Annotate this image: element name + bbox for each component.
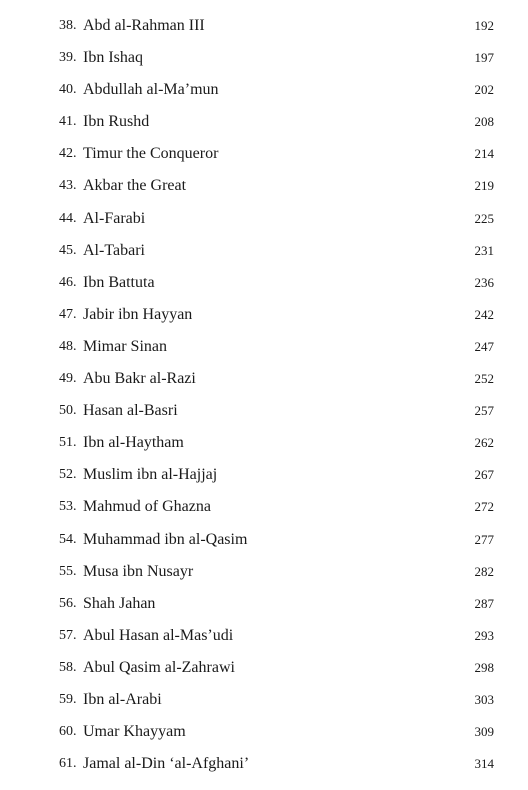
entry-title: Hasan al-Basri [83,402,178,420]
entry-page-number: 287 [474,595,494,611]
toc-entry [0,267,528,299]
toc-entry [0,652,528,684]
entry-title: Abul Hasan al-Mas’udi [83,626,234,644]
entry-number: 55. [59,563,77,579]
entry-title: Jamal al-Din ‘al-Afghani’ [83,755,250,773]
toc-entry [0,203,528,235]
entry-page-number: 303 [474,691,494,707]
entry-title: Jabir ibn Hayyan [83,305,193,323]
entry-page-number: 293 [474,627,494,643]
toc-entry [0,684,528,716]
toc-entry [0,588,528,620]
entry-number: 45. [59,242,77,258]
entry-page-number: 267 [474,467,494,483]
entry-page-number: 298 [474,659,494,675]
entry-title: Abd al-Rahman III [83,17,205,34]
entry-number: 41. [59,114,77,130]
toc-entry [0,459,528,491]
entry-page-number: 231 [474,242,494,258]
entry-number: 60. [59,724,77,740]
entry-number: 46. [59,274,77,290]
toc-entry [0,363,528,395]
toc-entry [0,42,528,74]
entry-number: 51. [59,435,77,451]
entry-page-number: 257 [474,403,494,419]
entry-title: Al-Farabi [83,209,146,227]
entry-number: 38. [59,18,77,33]
entry-page-number: 314 [474,756,494,772]
entry-title: Abu Bakr al-Razi [83,370,196,388]
entry-number: 57. [59,627,77,643]
entry-number: 43. [59,178,77,194]
entry-title: Umar Khayyam [83,723,186,741]
table-of-contents [0,10,528,780]
toc-entry [0,427,528,459]
entry-title: Shah Jahan [83,594,156,612]
entry-page-number: 282 [474,563,494,579]
entry-page-number: 277 [474,531,494,547]
entry-page-number: 214 [474,146,494,162]
toc-entry [0,331,528,363]
toc-entry [0,235,528,267]
entry-number: 49. [59,371,77,387]
toc-entry [0,106,528,138]
toc-entry [0,138,528,170]
entry-page-number: 242 [474,306,494,322]
entry-page-number: 202 [474,82,494,98]
entry-number: 54. [59,531,77,547]
entry-number: 42. [59,146,77,162]
toc-entry [0,716,528,748]
toc-entry [0,74,528,106]
entry-title: Ibn Battuta [83,273,155,291]
entry-title: Abul Qasim al-Zahrawi [83,658,235,676]
entry-title: Musa ibn Nusayr [83,562,194,580]
entry-title: Mimar Sinan [83,337,167,355]
entry-number: 52. [59,467,77,483]
toc-entry [0,395,528,427]
entry-page-number: 236 [474,274,494,290]
toc-entry [0,748,528,780]
entry-number: 53. [59,499,77,515]
toc-entry [0,524,528,556]
entry-number: 39. [59,50,77,66]
entry-title: Al-Tabari [83,241,145,259]
entry-title: Ibn al-Haytham [83,434,184,452]
entry-page-number: 225 [474,210,494,226]
entry-title: Mahmud of Ghazna [83,498,211,516]
entry-title: Akbar the Great [83,177,187,195]
entry-title: Muhammad ibn al-Qasim [83,530,248,548]
toc-entry [0,299,528,331]
entry-number: 47. [59,306,77,322]
entry-number: 44. [59,210,77,226]
entry-title: Timur the Conqueror [83,145,219,163]
toc-entry [0,10,528,42]
entry-number: 56. [59,595,77,611]
entry-page-number: 262 [474,435,494,451]
entry-title: Ibn Ishaq [83,49,143,67]
entry-title: Ibn al-Arabi [83,690,162,708]
entry-page-number: 247 [474,338,494,354]
entry-number: 48. [59,338,77,354]
entry-page-number: 309 [474,724,494,740]
toc-entry [0,556,528,588]
entry-number: 50. [59,403,77,419]
entry-page-number: 252 [474,371,494,387]
entry-number: 59. [59,691,77,707]
entry-title: Ibn Rushd [83,113,150,131]
entry-page-number: 192 [474,18,494,33]
entry-title: Muslim ibn al-Hajjaj [83,466,218,484]
entry-number: 40. [59,82,77,98]
entry-page-number: 219 [474,178,494,194]
entry-number: 61. [59,756,77,772]
entry-page-number: 208 [474,114,494,130]
entry-title: Abdullah al-Ma’mun [83,81,219,99]
toc-entry [0,491,528,523]
toc-entry [0,620,528,652]
entry-page-number: 197 [474,50,494,66]
entry-number: 58. [59,659,77,675]
entry-page-number: 272 [474,499,494,515]
toc-entry [0,170,528,202]
